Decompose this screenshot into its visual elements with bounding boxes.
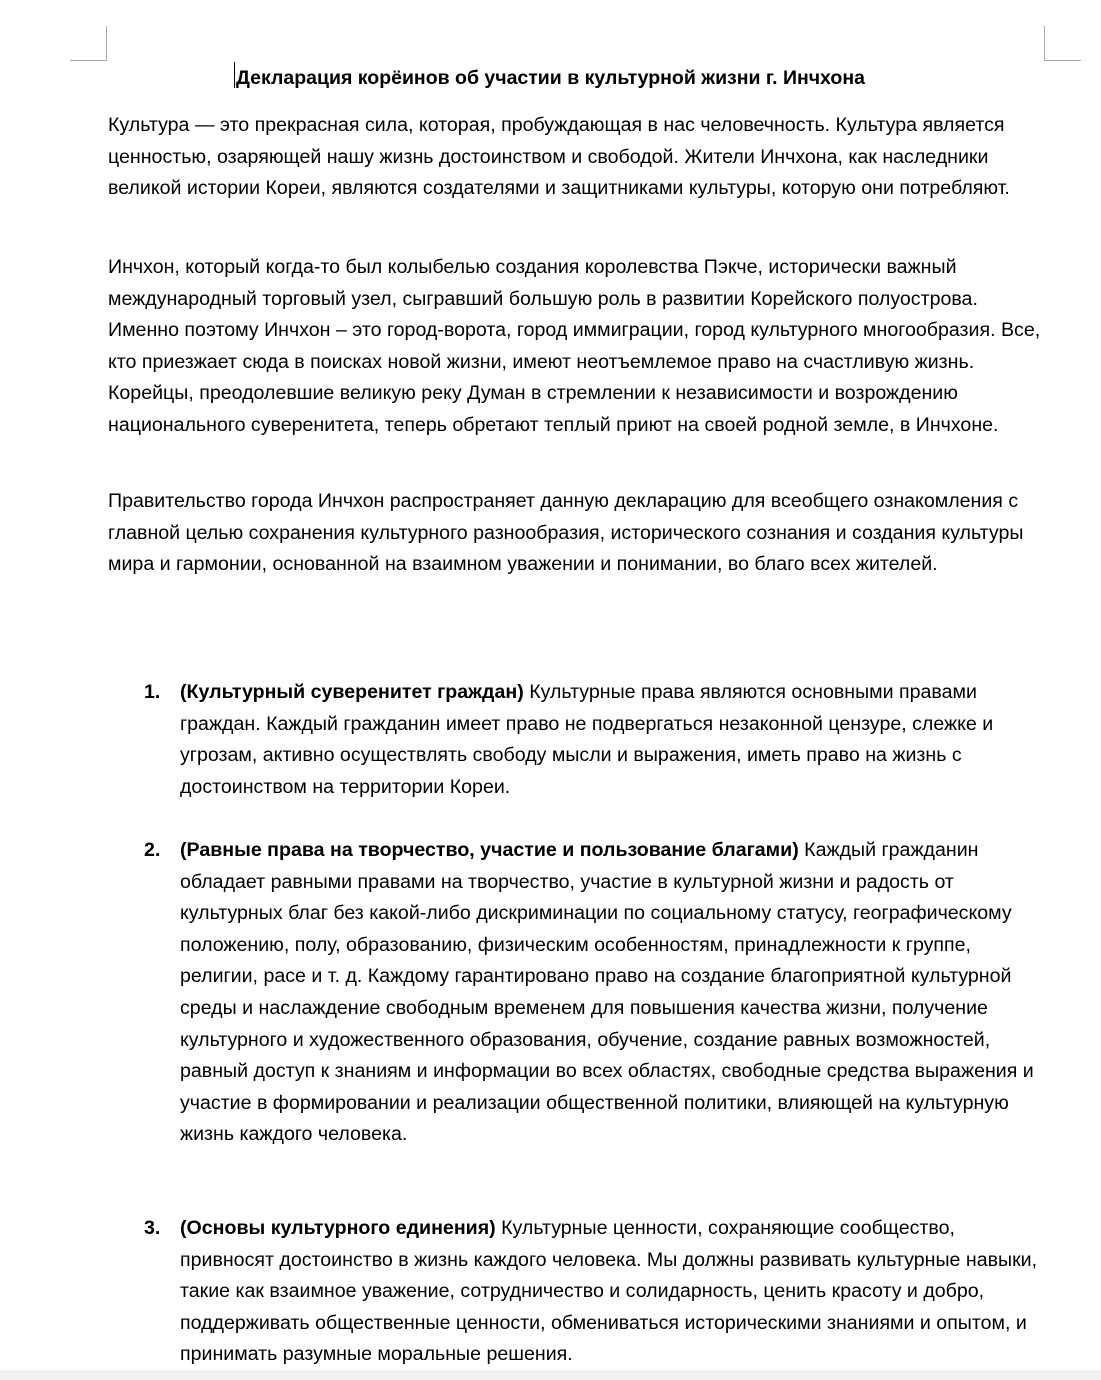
paragraph-3[interactable]: Правительство города Инчхон распространяет данную декларацию для всеобщего ознакомления с главной целью сохранения культурного разнообразия, исторического сознания и создания культуры мира и гармонии, основанной на взаимном уважении и понимании, во благо всех жителей.	[108, 490, 1024, 576]
list-item-text: Каждый гражданин обладает равными правами на творчество, участие в культурной жизни и радость от культурных благ без какой-либо дискриминации по социальному статусу, географическому положению, полу, образованию, физическим особенностям, принадлежности к группе, религии, расе и т. д. Каждому гарантировано право на создание благоприятной культурной среды и наслаждение свободным временем для повышения качества жизни, получение культурного и художественного образования, обучение, создание равных возможностей, равный доступ к знаниям и информации во всех областях, свободные средства выражения и участие в формировании и реализации общественной политики, влияющей на культурную жизнь каждого человека.	[180, 839, 1034, 1146]
document-title[interactable]: Декларация корёинов об участии в культурной жизни г. Инчхона	[236, 67, 865, 89]
paragraph-1[interactable]: Культура — это прекрасная сила, которая, пробуждающая в нас человечность. Культура является ценностью, озаряющей нашу жизнь достоинством и свободой. Жители Инчхона, как наследники великой истории Кореи, являются создателями и защитниками культуры, которую они потребляют.	[108, 114, 1010, 200]
list-item-text: Культурные ценности, сохраняющие сообщество, привносят достоинство в жизнь каждого человека. Мы должны развивать культурные навыки, такие как взаимное уважение, сотрудничество и солидарность, ценить красоту и добро, поддерживать общественные ценности, обмениваться историческими знаниями и опытом, и принимать разумные моральные решения.	[180, 1217, 1038, 1366]
list-item-body[interactable]	[180, 677, 1054, 803]
list-number: 1.	[144, 681, 161, 703]
list-item-heading: (Равные права на творчество, участие и пользование благами)	[180, 839, 799, 861]
crop-mark-top-right	[1044, 26, 1081, 61]
list-item-heading: (Культурный суверенитет граждан)	[180, 681, 524, 703]
list-number: 3.	[144, 1217, 161, 1239]
page-gap-strip	[0, 1370, 1101, 1380]
crop-mark-top-left	[70, 26, 107, 61]
list-item-body[interactable]	[180, 1213, 1054, 1371]
paragraph-2[interactable]: Инчхон, который когда-то был колыбелью создания королевства Пэкче, исторически важный международный торговый узел, сыгравший большую роль в развитии Корейского полуострова. Именно поэтому Инчхон – это город-ворота, город иммиграции, город культурного многообразия. Все, кто приезжает сюда в поисках новой жизни, имеют неотъемлемое право на счастливую жизнь. Корейцы, преодолевшие великую реку Думан в стремлении к независимости и возрождению национального суверенитета, теперь обретают теплый приют на своей родной земле, в Инчхоне.	[108, 256, 1041, 436]
list-item-text: Культурные права являются основными правами граждан. Каждый гражданин имеет право не подвергаться незаконной цензуре, слежке и угрозам, активно осуществлять свободу мысли и выражения, иметь право на жизнь с достоинством на территории Кореи.	[180, 681, 994, 798]
list-item-body[interactable]	[180, 835, 1054, 1151]
list-number: 2.	[144, 839, 161, 861]
list-item-heading: (Основы культурного единения)	[180, 1217, 496, 1239]
